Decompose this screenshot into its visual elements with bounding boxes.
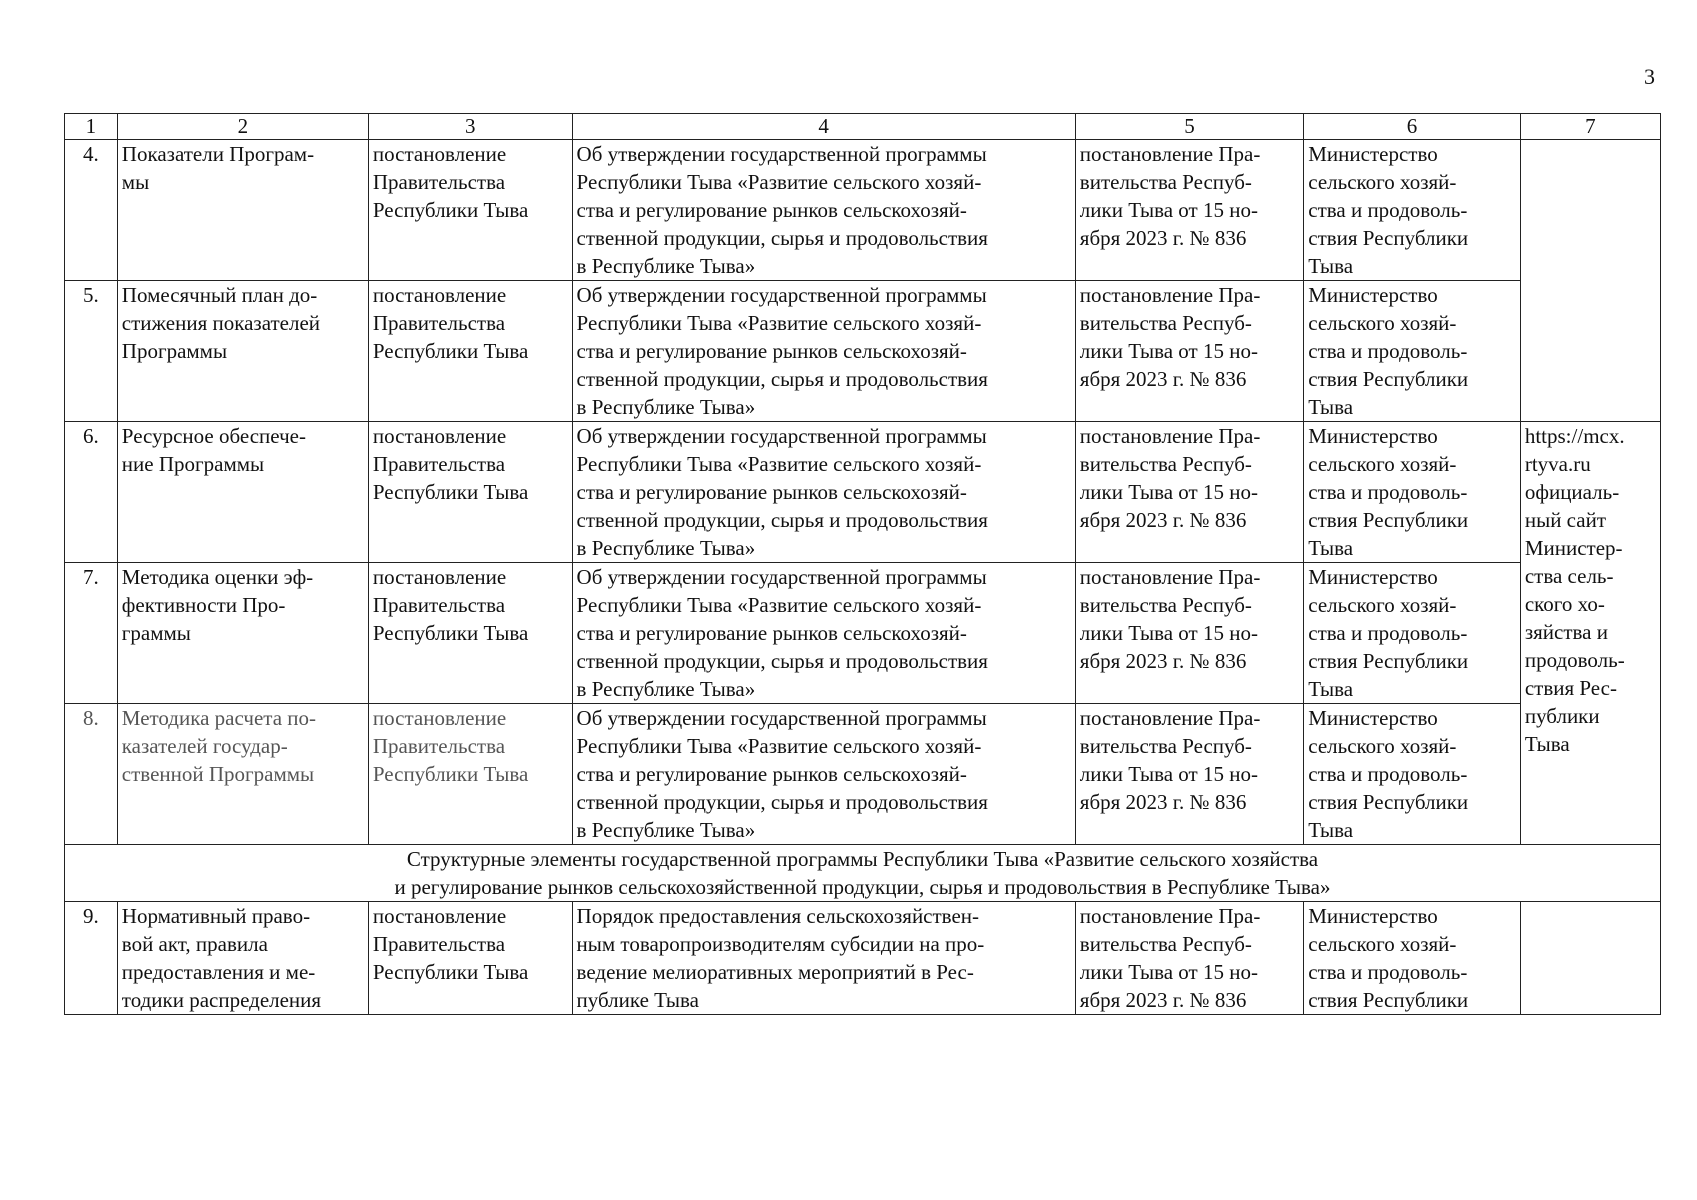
- row-act-details: постановление Пра- вительства Респуб- лики Тыва от 15 но- ября 2023 г. № 836: [1075, 563, 1303, 704]
- row-act-title: Об утверждении государственной программы Республики Тыва «Развитие сельского хозяй- ства и регулирование рынков сельскохозяй- ственной продукции, сырья и продовольствия в Республике Тыва»: [572, 281, 1075, 422]
- row-website-empty: [1520, 140, 1660, 422]
- row-act-type: постановление Правительства Республики Тыва: [368, 281, 572, 422]
- row-document-name: Помесячный план до- стижения показателей Программы: [117, 281, 368, 422]
- column-header: 5: [1075, 114, 1303, 140]
- document-table: [64, 113, 1661, 1015]
- row-act-type: постановление Правительства Республики Тыва: [368, 902, 572, 1015]
- table-row: [65, 902, 1661, 1015]
- row-act-details: постановление Пра- вительства Респуб- лики Тыва от 15 но- ября 2023 г. № 836: [1075, 281, 1303, 422]
- row-responsible-org: Министерство сельского хозяй- ства и продоволь- ствия Республики Тыва: [1304, 422, 1521, 563]
- row-act-type: постановление Правительства Республики Тыва: [368, 140, 572, 281]
- row-act-details: постановление Пра- вительства Респуб- лики Тыва от 15 но- ября 2023 г. № 836: [1075, 704, 1303, 845]
- column-header: 7: [1520, 114, 1660, 140]
- table-row: [65, 422, 1661, 563]
- column-header: 3: [368, 114, 572, 140]
- row-number: 4.: [65, 140, 118, 281]
- row-act-title: Об утверждении государственной программы Республики Тыва «Развитие сельского хозяй- ства и регулирование рынков сельскохозяй- ственной продукции, сырья и продовольствия в Республике Тыва»: [572, 140, 1075, 281]
- row-act-details: постановление Пра- вительства Респуб- лики Тыва от 15 но- ября 2023 г. № 836: [1075, 902, 1303, 1015]
- row-act-title: Об утверждении государственной программы Республики Тыва «Развитие сельского хозяй- ства и регулирование рынков сельскохозяй- ственной продукции, сырья и продовольствия в Республике Тыва»: [572, 704, 1075, 845]
- table-row: [65, 140, 1661, 281]
- row-number: 7.: [65, 563, 118, 704]
- row-responsible-org: Министерство сельского хозяй- ства и продоволь- ствия Республики Тыва: [1304, 704, 1521, 845]
- row-act-title: Об утверждении государственной программы Республики Тыва «Развитие сельского хозяй- ства и регулирование рынков сельскохозяй- ственной продукции, сырья и продовольствия в Республике Тыва»: [572, 563, 1075, 704]
- row-act-details: постановление Пра- вительства Респуб- лики Тыва от 15 но- ября 2023 г. № 836: [1075, 140, 1303, 281]
- row-document-name: Методика расчета по- казателей государ- ственной Программы: [117, 704, 368, 845]
- row-act-type: постановление Правительства Республики Тыва: [368, 704, 572, 845]
- column-header: 4: [572, 114, 1075, 140]
- row-number: 8.: [65, 704, 118, 845]
- table-header-row: [65, 114, 1661, 140]
- row-document-name: Нормативный право- вой акт, правила предоставления и ме- тодики распределения: [117, 902, 368, 1015]
- row-responsible-org: Министерство сельского хозяй- ства и продоволь- ствия Республики Тыва: [1304, 281, 1521, 422]
- column-header: 1: [65, 114, 118, 140]
- table-row: [65, 563, 1661, 704]
- row-document-name: Ресурсное обеспече- ние Программы: [117, 422, 368, 563]
- website-cell: https://mcx. rtyva.ru официаль- ный сайт Министер- ства сель- ского хо- зяйства и продоволь- ствия Рес- публики Тыва: [1520, 422, 1660, 845]
- row-act-title: Порядок предоставления сельскохозяйствен- ным товаропроизводителям субсидии на про- ведение мелиоративных мероприятий в Рес- публике Тыва: [572, 902, 1075, 1015]
- row-responsible-org: Министерство сельского хозяй- ства и продоволь- ствия Республики Тыва: [1304, 563, 1521, 704]
- column-header: 2: [117, 114, 368, 140]
- table-row: [65, 281, 1661, 422]
- column-header: 6: [1304, 114, 1521, 140]
- page-number: 3: [1644, 64, 1655, 89]
- section-row: [65, 845, 1661, 902]
- section-heading: Структурные элементы государственной программы Республики Тыва «Развитие сельского хозяйства и регулирование рынков сельскохозяйственной продукции, сырья и продовольствия в Республике Тыва»: [65, 845, 1661, 902]
- row-number: 5.: [65, 281, 118, 422]
- row-act-type: постановление Правительства Республики Тыва: [368, 563, 572, 704]
- row-number: 9.: [65, 902, 118, 1015]
- row-document-name: Методика оценки эф- фективности Про- граммы: [117, 563, 368, 704]
- row-act-title: Об утверждении государственной программы Республики Тыва «Развитие сельского хозяй- ства и регулирование рынков сельскохозяй- ственной продукции, сырья и продовольствия в Республике Тыва»: [572, 422, 1075, 563]
- row-website-empty: [1520, 902, 1660, 1015]
- row-number: 6.: [65, 422, 118, 563]
- row-responsible-org: Министерство сельского хозяй- ства и продоволь- ствия Республики Тыва: [1304, 140, 1521, 281]
- row-responsible-org: Министерство сельского хозяй- ства и продоволь- ствия Республики: [1304, 902, 1521, 1015]
- row-document-name: Показатели Програм- мы: [117, 140, 368, 281]
- row-act-type: постановление Правительства Республики Тыва: [368, 422, 572, 563]
- table-row: [65, 704, 1661, 845]
- row-act-details: постановление Пра- вительства Респуб- лики Тыва от 15 но- ября 2023 г. № 836: [1075, 422, 1303, 563]
